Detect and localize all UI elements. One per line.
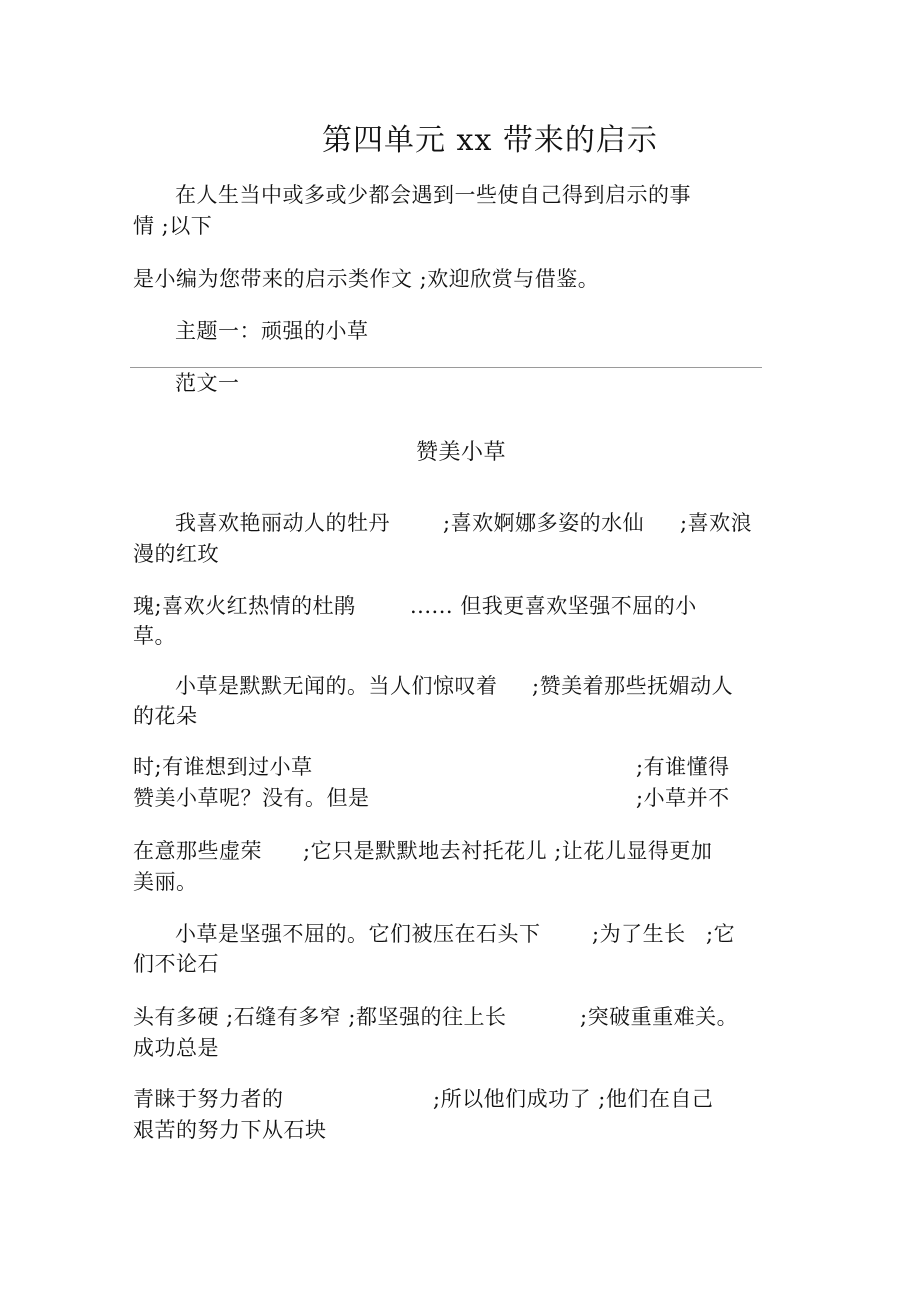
intro-line: 情 ;以下 bbox=[133, 214, 213, 238]
paragraph-line: 小草是坚强不屈的。它们被压在石头下 bbox=[175, 922, 541, 946]
theme-heading: 主题一：顽强的小草 bbox=[175, 319, 369, 343]
paragraph-line: 头有多硬 ;石缝有多窄 ;都坚强的往上长 bbox=[133, 1005, 507, 1029]
paragraph-line: 的花朵 bbox=[133, 704, 198, 728]
paragraph-line: ;小草并不 bbox=[636, 786, 730, 810]
paragraph-line: ;所以他们成功了 ;他们在自己 bbox=[433, 1087, 714, 1111]
paragraph-line: 漫的红玫 bbox=[133, 542, 219, 566]
essay-title: 赞美小草 bbox=[416, 440, 507, 465]
paragraph-line: 草。 bbox=[133, 624, 176, 648]
paragraph-line: 成功总是 bbox=[133, 1036, 219, 1060]
paragraph-line: ;赞美着那些抚媚动人 bbox=[532, 674, 734, 698]
paragraph-line: 小草是默默无闻的。当人们惊叹着 bbox=[175, 674, 498, 698]
paragraph-line: ;它 bbox=[706, 922, 736, 946]
section-divider bbox=[130, 367, 762, 368]
paragraph-line: ...... 但我更喜欢坚强不屈的小 bbox=[410, 594, 697, 618]
sample-label: 范文一 bbox=[175, 371, 240, 395]
paragraph-line: ;它只是默默地去衬托花儿 ;让花儿显得更加 bbox=[303, 839, 713, 863]
paragraph-line: 们不论石 bbox=[133, 952, 219, 976]
paragraph-line: 美丽。 bbox=[133, 870, 198, 894]
paragraph-line: 瑰;喜欢火红热情的杜鹃 bbox=[133, 594, 356, 618]
page-title: 第四单元 xx 带来的启示 bbox=[322, 123, 658, 158]
paragraph-line: 在意那些虚荣 bbox=[133, 839, 262, 863]
paragraph-line: 青睐于努力者的 bbox=[133, 1087, 284, 1111]
paragraph-line: ;为了生长 bbox=[592, 922, 686, 946]
intro-line: 是小编为您带来的启示类作文 ;欢迎欣赏与借鉴。 bbox=[133, 267, 600, 291]
paragraph-line: ;喜欢浪 bbox=[680, 511, 753, 535]
paragraph-line: ;有谁懂得 bbox=[636, 755, 730, 779]
intro-line: 在人生当中或多或少都会遇到一些使自己得到启示的事 bbox=[175, 183, 691, 207]
paragraph-line: 我喜欢艳丽动人的牡丹 bbox=[175, 511, 390, 535]
paragraph-line: 时;有谁想到过小草 bbox=[133, 755, 313, 779]
paragraph-line: ;喜欢婀娜多姿的水仙 bbox=[443, 511, 645, 535]
paragraph-line: 赞美小草呢？没有。但是 bbox=[133, 786, 370, 810]
paragraph-line: ;突破重重难关。 bbox=[580, 1005, 739, 1029]
paragraph-line: 艰苦的努力下从石块 bbox=[133, 1118, 327, 1142]
